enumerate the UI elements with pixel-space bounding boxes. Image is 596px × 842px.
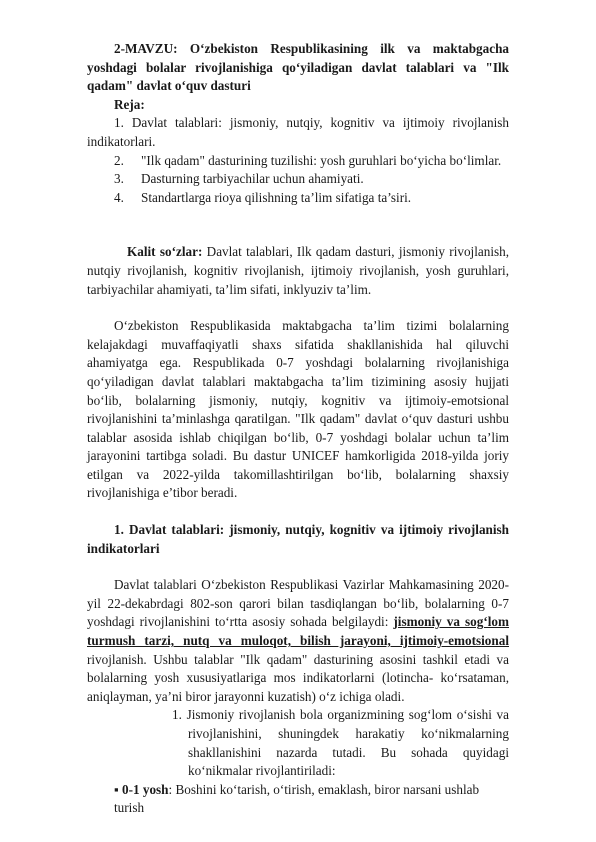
plan-list [87,114,509,207]
bullet-item: ▪ 0-1 yosh: Boshini ko‘tarish, o‘tirish, emaklash, biror narsani ushlab turish [114,781,480,816]
document-page [87,40,509,818]
plan-item: 1. Davlat talablari: jismoniy, nutqiy, kognitiv va ijtimoiy rivojlanish indikatorlari. [87,115,510,149]
plan-item: 3. Dasturning tarbiyachilar uchun ahamiyati. [114,171,364,187]
section-heading: 1. Davlat talablari: jismoniy, nutqiy, kognitiv va ijtimoiy rivojlanish indikatorlari [87,522,509,556]
page-title: 2-MAVZU: O‘zbekiston Respublikasining ilk va maktabgacha yoshdagi bolalar rivojlanishiga qo‘yiladigan davlat talablari va "Ilk qadam" davlat o‘quv dasturi [87,41,509,94]
keywords-text: Davlat talablari, Ilk qadam dasturi, jismoniy rivojlanish, nutqiy rivojlanish, kognitiv rivojlanish, ijtimoiy rivojlanish, yosh guruhlari, tarbiyachilar ahamiyati, ta’lim sifati, inklyuziv ta’lim. [87,244,510,297]
underlined-domains: jismoniy va sog‘lom turmush tarzi, nutq va muloqot, bilish jarayoni, ijtimoiy-emotsional [87,614,509,649]
intro-paragraph: O‘zbekiston Respublikasida maktabgacha ta’lim tizimi bolalarning kelajakdagi muvaffaqiyatli shaxs sifatida shakllanishida hal qiluvchi ahamiyatga ega. Respublikada 0-7 yoshdagi bolalarning rivojlanishiga qo‘yiladigan davlat talablari maktabgacha ta’lim tizimining asosiy hujjati bo‘lib, bolalarning jismoniy, nutqiy, kognitiv va ijtimoiy-emotsional rivojlanishini ta’minlashga qaratilgan. "Ilk qadam" davlat o‘quv dasturi ushbu talablar asosida ishlab chiqilgan bo‘lib, 0-7 yoshdagi bolalar uchun ta’lim jarayonini tartibga soladi. Bu dastur UNICEF hamkorligida 2018-yilda joriy etilgan va 2022-yilda takomillashtirilgan bo‘lib, bolalarning shaxsiy rivojlanishiga e’tibor beradi. [87,318,509,501]
plan-item: 2. "Ilk qadam" dasturining tuzilishi: yosh guruhlari bo‘yicha bo‘limlar. [114,152,502,168]
keywords-label: Kalit so‘zlar: [127,244,203,260]
keywords-paragraph [87,243,509,299]
sub-list [87,706,509,780]
section-paragraph: Davlat talablari O‘zbekiston Respublikasi Vazirlar Mahkamasining 2020-yil 22-dekabrdagi 802-son qarori bilan tasdiqlangan bo‘lib, bolalarning 0-7 yoshdagi rivojlanishini to‘rtta asosiy sohada belgilaydi: jismoniy va sog‘lom turmush tarzi, nutq va muloqot, bilish jarayoni, ijtimoiy-emotsional rivojlanish. Ushbu talablar "Ilk qadam" dasturining asosini tashkil etadi va bolalarning yosh xususiyatlariga mos indikatorlarni (lotincha- ko‘rsataman, aniqlayman, ya’ni biror jarayonni kuzatish) o‘z ichiga oladi. [87,577,509,704]
plan-label: Reja: [114,96,145,112]
sub-list-item: 1. Jismoniy rivojlanish bola organizmining sog‘lom o‘sishi va rivojlanishini, shuningdek harakatiy ko‘nikmalarning shakllanishini nazarda tutadi. Bu sohada quyidagi ko‘nikmalar rivojlantiriladi: [172,707,510,779]
plan-item: 4. Standartlarga rioya qilishning ta’lim sifatiga ta’siri. [114,189,412,205]
